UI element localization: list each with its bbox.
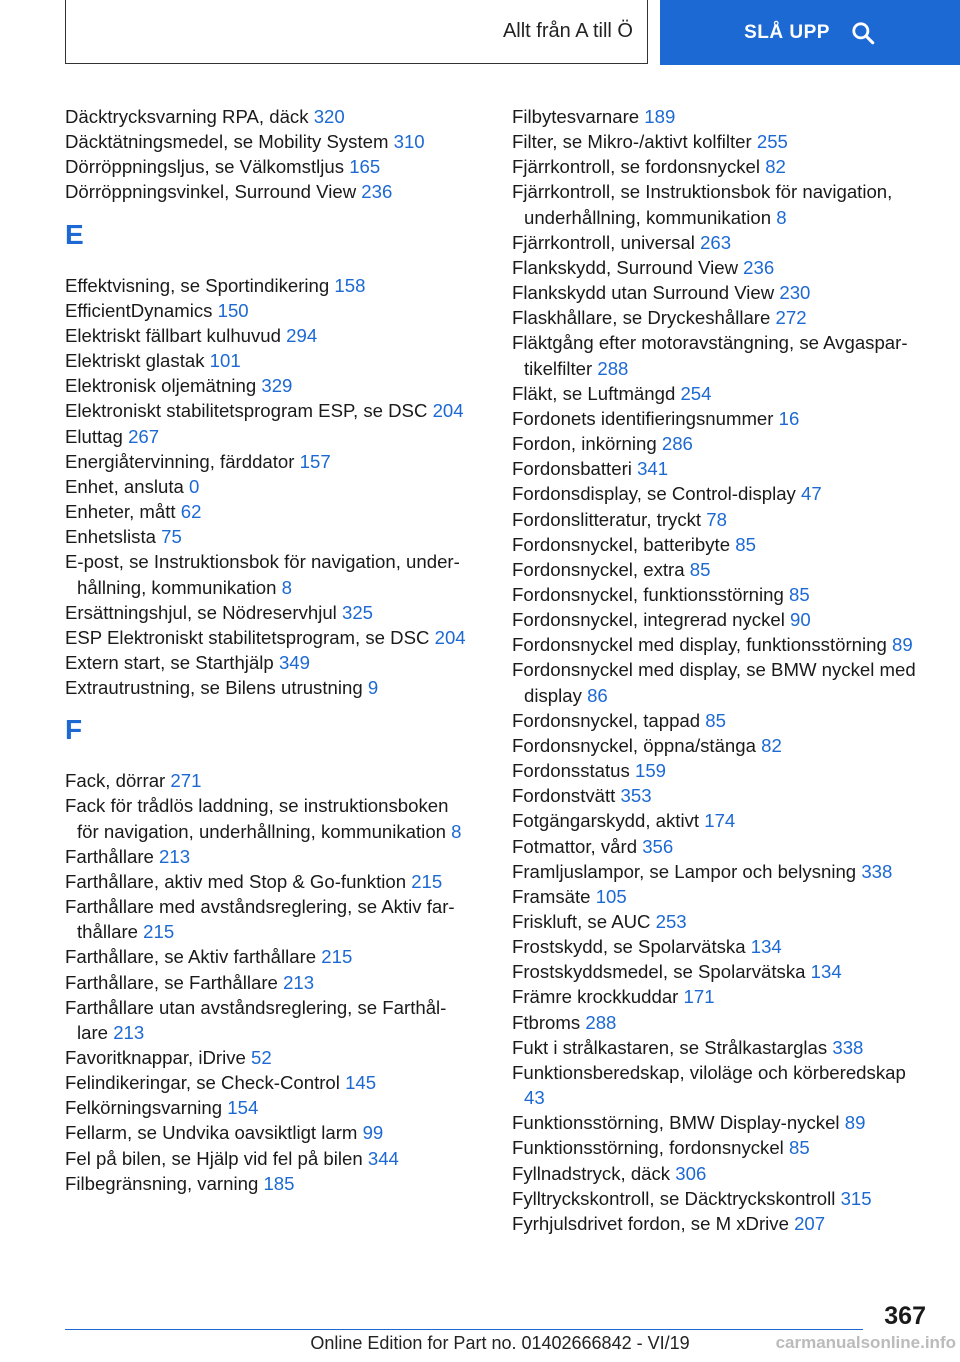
- index-entry: [512, 179, 924, 229]
- page-link[interactable]: 85: [689, 558, 711, 580]
- index-entry: [65, 793, 470, 843]
- index-entry: [512, 834, 924, 859]
- page-link[interactable]: 62: [180, 501, 202, 523]
- page-link[interactable]: 159: [635, 760, 667, 782]
- index-entry: [65, 104, 470, 129]
- index-entry-text: Fellarm, se Undvika oavsiktligt larm: [65, 1122, 358, 1144]
- index-entry-text: Felindikeringar, se Check-Control: [65, 1072, 340, 1094]
- index-entry-text: Fordonets identifieringsnummer: [512, 407, 774, 429]
- page-link[interactable]: 8: [776, 206, 787, 228]
- index-entry: [512, 934, 924, 959]
- page-link[interactable]: 356: [642, 835, 674, 857]
- index-entry-text: Fylltryckskontroll, se Däcktryckskontroll: [512, 1187, 836, 1209]
- index-entry-text: Frostskyddsmedel, se Spolarvätska: [512, 961, 806, 983]
- index-entry: [65, 129, 470, 154]
- index-entry-text: E-post, se Instruktionsbok för navigation, underhållning, kommunikation: [65, 551, 460, 598]
- index-entry: [512, 305, 924, 330]
- page-link[interactable]: 86: [587, 684, 608, 706]
- index-entry: [512, 1110, 924, 1135]
- page-link[interactable]: 158: [334, 274, 366, 296]
- index-entry: [512, 1161, 924, 1186]
- page-link[interactable]: 0: [189, 475, 200, 497]
- page-link[interactable]: 9: [367, 677, 379, 699]
- page-link[interactable]: 215: [321, 946, 353, 968]
- index-entry: [512, 582, 924, 607]
- page-link[interactable]: 207: [794, 1212, 826, 1234]
- page-link[interactable]: 89: [892, 634, 913, 656]
- lookup-button-label: SLÅ UPP: [744, 21, 830, 43]
- page-link[interactable]: 101: [209, 350, 241, 372]
- index-entry-text: Fotmattor, vård: [512, 835, 638, 857]
- page-link[interactable]: 213: [113, 1021, 145, 1043]
- page-link[interactable]: 349: [278, 651, 310, 673]
- index-entry-text: Farthållare, aktiv med Stop & Go-funktion: [65, 870, 407, 892]
- index-entry: [512, 431, 924, 456]
- page-link[interactable]: 286: [661, 433, 693, 455]
- index-entry: [512, 481, 924, 506]
- index-entry-text: Fordonsnyckel, extra: [512, 558, 685, 580]
- index-entry: [512, 1010, 924, 1035]
- index-entry-text: Fyllnadstryck, däck: [512, 1162, 671, 1184]
- page-link[interactable]: 263: [700, 231, 732, 253]
- index-entry-text: ESP Elektroniskt stabilitetsprogram, se DSC: [65, 626, 430, 648]
- index-entry-text: Friskluft, se AUC: [512, 911, 651, 932]
- index-entry: [512, 1186, 924, 1211]
- index-entry: [65, 675, 470, 700]
- index-entry-text: Felkörningsvarning: [65, 1097, 223, 1119]
- index-entry-text: Fordonsnyckel, öppna/stänga: [512, 734, 756, 756]
- index-entry: [512, 532, 924, 557]
- page-link[interactable]: 288: [585, 1011, 617, 1033]
- index-entry: [65, 1171, 470, 1196]
- page-link[interactable]: 341: [637, 458, 669, 480]
- index-entry: [65, 398, 470, 423]
- index-entry: [65, 348, 470, 373]
- index-entry: [65, 944, 470, 969]
- index-entry: [512, 859, 924, 884]
- page-link[interactable]: 8: [451, 820, 462, 842]
- index-entry-text: Däcktätningsmedel, se Mobility System: [65, 131, 389, 153]
- index-entry: [512, 1035, 924, 1060]
- index-entry-text: Flankskydd utan Surround View: [512, 282, 775, 304]
- index-entry: [512, 959, 924, 984]
- index-entry: [65, 179, 470, 204]
- index-entry-text: Elektronisk oljemätning: [65, 375, 257, 397]
- page-link[interactable]: 105: [595, 885, 627, 907]
- page-link[interactable]: 294: [286, 324, 318, 346]
- page-link[interactable]: 213: [283, 971, 315, 993]
- index-entry: [65, 1095, 470, 1120]
- index-entry: [512, 783, 924, 808]
- index-entry: [512, 1211, 924, 1236]
- page-link[interactable]: 185: [263, 1172, 295, 1194]
- page-link[interactable]: 157: [299, 450, 331, 472]
- page-link[interactable]: 174: [704, 810, 736, 832]
- index-entry-text: Funktionsstörning, fordonsnyckel: [512, 1137, 784, 1159]
- page-link[interactable]: 134: [810, 961, 842, 983]
- index-entry-text: Framsäte: [512, 885, 591, 907]
- page-link[interactable]: 310: [393, 131, 425, 153]
- footer-divider: [65, 1329, 863, 1330]
- index-entry: [65, 449, 470, 474]
- index-entry: [65, 474, 470, 499]
- page-link[interactable]: 344: [367, 1147, 399, 1169]
- page-link[interactable]: 90: [790, 609, 811, 631]
- index-entry-text: Farthållare, se Aktiv farthållare: [65, 946, 317, 968]
- section-letter: E: [65, 218, 84, 250]
- index-entry: [65, 1120, 470, 1145]
- index-entry: [512, 255, 924, 280]
- page-link[interactable]: 204: [432, 400, 464, 422]
- index-entry-text: Fordonslitteratur, tryckt: [512, 508, 702, 530]
- index-entry-text: Fordonsdisplay, se Control-display: [512, 483, 796, 505]
- index-entry-text: Fotgängarskydd, aktivt: [512, 810, 700, 832]
- index-entry-text: Fukt i strålkastaren, se Strålkastarglas: [512, 1036, 828, 1058]
- index-entry-text: Ersättningshjul, se Nödreservhjul: [65, 601, 337, 623]
- page-link[interactable]: 134: [750, 936, 782, 958]
- page-link[interactable]: 213: [159, 845, 191, 867]
- index-entry-text: Fordonsnyckel med display, funktionsstörning: [512, 634, 887, 656]
- index-entry: [65, 995, 470, 1045]
- page-link[interactable]: 165: [349, 156, 381, 178]
- index-entry-text: Fack, dörrar: [65, 770, 166, 792]
- index-entry: [65, 1146, 470, 1171]
- index-entry: [512, 884, 924, 909]
- index-entry-text: Fordonstvätt: [512, 785, 616, 807]
- index-entry-text: Farthållare med avståndsreglering, se Aktiv farthållare: [65, 896, 455, 943]
- index-entry: [65, 154, 470, 179]
- index-entry: [512, 909, 924, 934]
- page-link[interactable]: 255: [756, 131, 788, 153]
- index-entry: [65, 869, 470, 894]
- index-entry-text: Flankskydd, Surround View: [512, 256, 738, 278]
- index-entry: [512, 381, 924, 406]
- index-entry-text: Eluttag: [65, 425, 123, 447]
- page-link[interactable]: 99: [362, 1122, 384, 1144]
- page-number: 367: [884, 1302, 926, 1330]
- index-entry: [512, 557, 924, 582]
- page-link[interactable]: 215: [143, 921, 175, 943]
- page-link[interactable]: 236: [743, 256, 775, 278]
- index-entry: [65, 424, 470, 449]
- page-link[interactable]: 215: [411, 870, 443, 892]
- index-entry-text: Funktionsberedskap, viloläge och körberedskap: [512, 1061, 906, 1083]
- index-entry: [512, 280, 924, 305]
- page-link[interactable]: 253: [655, 911, 687, 932]
- index-entry: [65, 549, 470, 599]
- index-entry: [512, 230, 924, 255]
- page-link[interactable]: 288: [597, 357, 629, 379]
- index-entry: [512, 632, 924, 657]
- page-link[interactable]: 315: [840, 1187, 872, 1209]
- index-entry-text: Fack för trådlös laddning, se instruktionsboken för navigation, underhållning, kommunikation: [65, 795, 449, 842]
- index-entry-text: Främre krockkuddar: [512, 986, 679, 1008]
- index-entry: [65, 844, 470, 869]
- index-column-left: [65, 104, 470, 1196]
- index-entry-text: Fordonsnyckel, integrerad nyckel: [512, 609, 785, 631]
- page-link[interactable]: 338: [861, 860, 893, 882]
- index-entry-text: Fordonsnyckel, batteribyte: [512, 533, 731, 555]
- page-link[interactable]: 189: [644, 106, 676, 127]
- index-entry: [512, 154, 924, 179]
- index-entry: [65, 298, 470, 323]
- index-entry: [512, 104, 924, 129]
- page-link[interactable]: 338: [832, 1036, 864, 1058]
- index-entry-text: Enhetslista: [65, 526, 156, 548]
- index-entry-text: Flaskhållare, se Dryckeshållare: [512, 307, 771, 329]
- page-link[interactable]: 85: [789, 1137, 810, 1159]
- index-entry-text: Fyrhjulsdrivet fordon, se M xDrive: [512, 1212, 789, 1234]
- index-entry: [65, 499, 470, 524]
- index-entry: [512, 657, 924, 707]
- index-entry-text: Effektvisning, se Sportindikering: [65, 274, 330, 296]
- page-link[interactable]: 75: [161, 526, 182, 548]
- index-entry-text: Extern start, se Starthjälp: [65, 651, 274, 673]
- page-link[interactable]: 267: [128, 425, 160, 447]
- index-entry-text: Farthållare: [65, 845, 154, 867]
- page-link[interactable]: 306: [675, 1162, 707, 1184]
- index-entry: [512, 733, 924, 758]
- page-link[interactable]: 329: [261, 375, 293, 397]
- page-link[interactable]: 320: [313, 106, 345, 127]
- index-entry: [512, 507, 924, 532]
- page-link[interactable]: 150: [217, 299, 249, 321]
- index-entry-text: Fordon, inkörning: [512, 433, 657, 455]
- page-link[interactable]: 78: [706, 508, 727, 530]
- index-entry-text: Fordonsnyckel med display, se BMW nyckel med display: [512, 659, 916, 706]
- page-link[interactable]: 154: [227, 1097, 259, 1119]
- index-entry-text: Elektroniskt stabilitetsprogram ESP, se DSC: [65, 400, 428, 422]
- index-entry: [65, 323, 470, 348]
- page-link[interactable]: 82: [761, 734, 782, 756]
- index-entry-text: Extrautrustning, se Bilens utrustning: [65, 677, 363, 699]
- page-link[interactable]: 85: [705, 709, 726, 731]
- index-entry: [65, 625, 470, 650]
- index-entry: [512, 456, 924, 481]
- index-entry-text: Fordonsbatteri: [512, 458, 632, 480]
- page-link[interactable]: 47: [801, 483, 822, 505]
- index-entry: [512, 984, 924, 1009]
- page-link[interactable]: 204: [434, 626, 466, 648]
- index-entry-text: Fjärrkontroll, se Instruktionsbok för navigation, underhållning, kommunikation: [512, 181, 893, 228]
- index-tab[interactable]: [65, 0, 648, 64]
- lookup-button[interactable]: [660, 0, 960, 65]
- index-entry: [65, 600, 470, 625]
- page-link[interactable]: 271: [170, 770, 202, 792]
- section-letter: F: [65, 714, 83, 746]
- index-entry-text: Elektriskt fällbart kulhuvud: [65, 324, 281, 346]
- index-entry-text: Filbytesvarnare: [512, 106, 640, 127]
- index-entry: [512, 708, 924, 733]
- index-entry-text: Funktionsstörning, BMW Display-nyckel: [512, 1112, 840, 1134]
- index-entry-text: Framljuslampor, se Lampor och belysning: [512, 860, 857, 882]
- index-entry-text: Fordonsstatus: [512, 760, 630, 782]
- index-entry-text: Fordonsnyckel, funktionsstörning: [512, 583, 784, 605]
- page-link[interactable]: 89: [844, 1112, 866, 1134]
- index-entry-text: Enhet, ansluta: [65, 475, 190, 497]
- index-entry: [512, 129, 924, 154]
- index-entry-text: Filter, se Mikro-/aktivt kolfilter: [512, 131, 752, 153]
- page-link[interactable]: 43: [524, 1087, 545, 1109]
- index-entry-text: Filbegränsning, varning: [65, 1172, 259, 1194]
- page-link[interactable]: 353: [620, 785, 652, 807]
- index-entry-text: Dörröppningsvinkel, Surround View: [65, 181, 357, 203]
- index-entry: [512, 607, 924, 632]
- index-entry: [512, 758, 924, 783]
- page-link[interactable]: 272: [775, 307, 807, 329]
- index-entry: [512, 1060, 924, 1110]
- watermark: carmanualsonline.info: [775, 1333, 956, 1352]
- index-entry: [65, 970, 470, 995]
- index-column-right: [512, 104, 924, 1236]
- index-entry-text: Fläkt, se Luftmängd: [512, 382, 676, 404]
- index-entry: [65, 1070, 470, 1095]
- index-entry-text: EfficientDynamics: [65, 299, 213, 321]
- index-entry-text: Däcktrycksvarning RPA, däck: [65, 106, 309, 127]
- index-entry-text: Energiåtervinning, färddator: [65, 450, 295, 472]
- page-link[interactable]: 8: [281, 576, 292, 598]
- index-entry-text: Farthållare utan avståndsreglering, se Farthållare: [65, 996, 447, 1043]
- index-entry: [512, 808, 924, 833]
- page-link[interactable]: 85: [735, 533, 756, 555]
- edition-footer: Online Edition for Part no. 01402666842 - VI/19: [310, 1333, 690, 1353]
- page-link[interactable]: 171: [683, 986, 715, 1008]
- page-link[interactable]: 16: [778, 407, 800, 429]
- index-entry-text: Fjärrkontroll, universal: [512, 231, 695, 253]
- index-entry-text: Ftbroms: [512, 1011, 581, 1033]
- page-link[interactable]: 82: [765, 156, 786, 178]
- index-entry-text: Enheter, mått: [65, 501, 176, 523]
- page-link[interactable]: 325: [341, 601, 374, 623]
- index-entry: [65, 373, 470, 398]
- index-entry-text: Fordonsnyckel, tappad: [512, 709, 701, 731]
- index-entry-text: Fel på bilen, se Hjälp vid fel på bilen: [65, 1147, 363, 1169]
- page-link[interactable]: 254: [680, 382, 712, 404]
- index-entry-text: Fjärrkontroll, se fordonsnyckel: [512, 156, 761, 178]
- index-entry-text: Dörröppningsljus, se Välkomstljus: [65, 156, 345, 178]
- top-bar: [0, 0, 960, 66]
- index-entry: [65, 894, 470, 944]
- index-entry-text: Farthållare, se Farthållare: [65, 971, 278, 993]
- index-entry-text: Elektriskt glastak: [65, 350, 205, 372]
- page-link[interactable]: 236: [361, 181, 393, 203]
- index-entry: [512, 1135, 924, 1160]
- index-entry: [65, 768, 470, 793]
- index-tab-label: Allt från A till Ö: [502, 20, 633, 42]
- page-link[interactable]: 52: [251, 1047, 272, 1068]
- index-entry-text: Fläktgång efter motoravstängning, se Avgaspartikelfilter: [512, 332, 908, 379]
- index-entry: [512, 330, 924, 380]
- page-link[interactable]: 85: [789, 583, 810, 605]
- search-icon: [850, 20, 876, 46]
- index-entry: [65, 650, 470, 675]
- index-entry: [512, 406, 924, 431]
- page-link[interactable]: 145: [345, 1072, 377, 1094]
- index-entry-text: Favoritknappar, iDrive: [65, 1047, 246, 1068]
- index-entry-text: Frostskydd, se Spolarvätska: [512, 936, 746, 958]
- index-entry: [65, 1045, 470, 1070]
- index-entry: [65, 273, 470, 298]
- page-link[interactable]: 230: [779, 282, 811, 304]
- index-entry: [65, 524, 470, 549]
